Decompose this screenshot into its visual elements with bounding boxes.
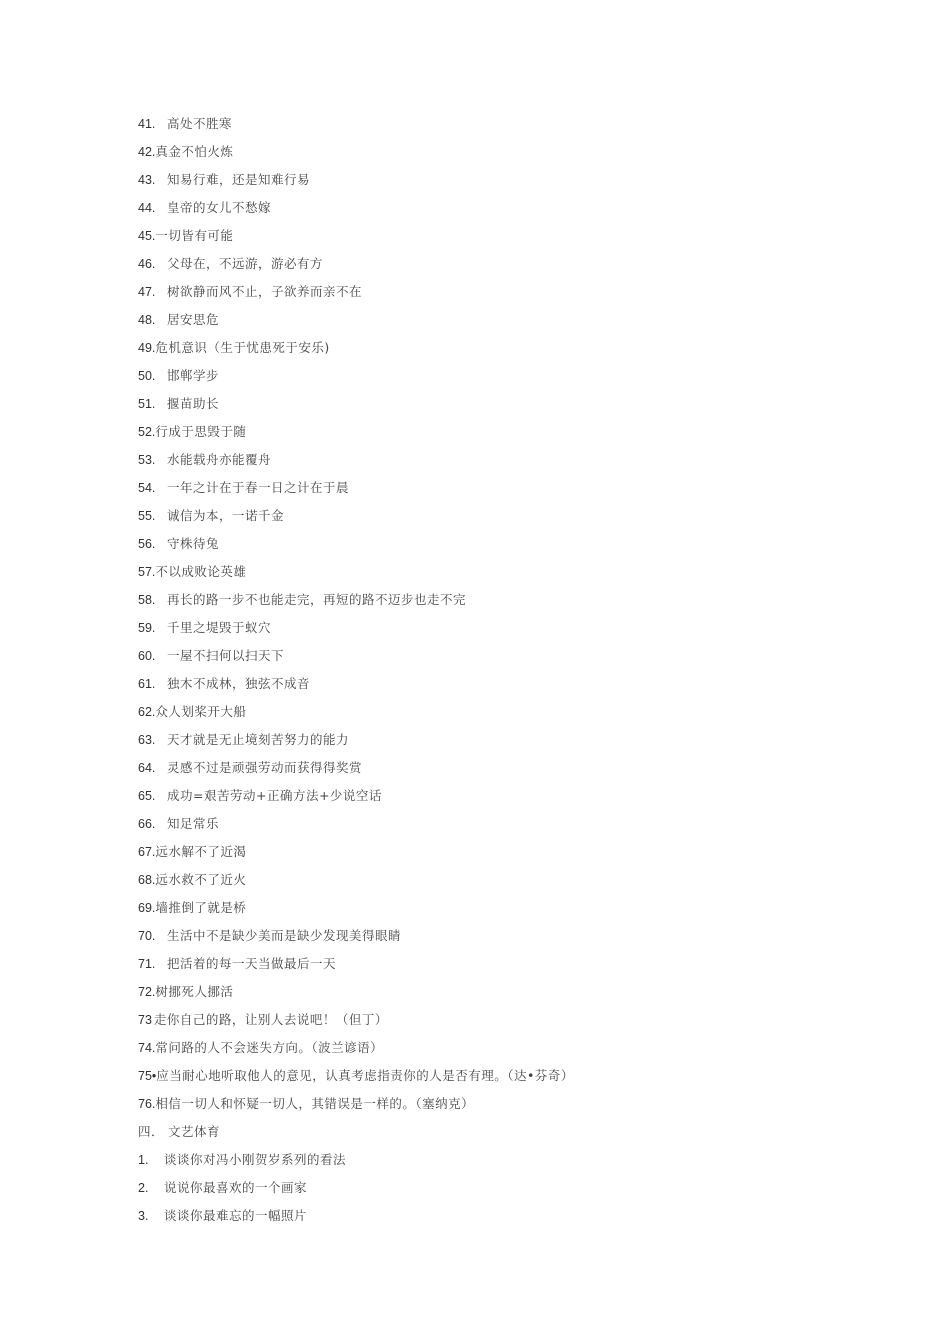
item-text: 父母在，不远游，游必有方 (167, 256, 324, 271)
item-text: 邯郸学步 (167, 368, 220, 383)
item-text: 不以成败论英雄 (155, 564, 247, 579)
item-text: 独木不成林，独弦不成音 (167, 676, 311, 691)
item-text: 知易行难，还是知难行易 (167, 172, 311, 187)
item-text: 行成于思毁于随 (155, 424, 247, 439)
item-text: 走你自己的路，让别人去说吧！（但丁） (153, 1012, 388, 1027)
list-item (138, 1006, 898, 1034)
item-text: 知足常乐 (167, 816, 220, 831)
list-item (138, 1034, 898, 1062)
section-number: 四． (138, 1124, 165, 1139)
item-number: 54. (138, 481, 156, 495)
item-text: 生活中不是缺少美而是缺少发现美得眼睛 (167, 928, 402, 943)
item-text: 危机意识（生于忧患死于安乐) (155, 340, 330, 355)
item-text: 守株待兔 (167, 536, 220, 551)
list-item (138, 978, 898, 1006)
list-item (138, 110, 898, 138)
item-text: 高处不胜寒 (167, 116, 233, 131)
item-text: 天才就是无止境刻苦努力的能力 (167, 732, 350, 747)
list-item (138, 586, 898, 614)
list-item (138, 782, 898, 810)
item-number: 42. (138, 145, 156, 159)
item-number: 73 (138, 1013, 152, 1027)
item-text: 把活着的每一天当做最后一天 (167, 956, 337, 971)
list-item (138, 698, 898, 726)
item-number: 58. (138, 593, 156, 607)
list-item (138, 1090, 898, 1118)
item-number: 47. (138, 285, 156, 299)
item-text: 远水解不了近渴 (155, 844, 247, 859)
list-item (138, 222, 898, 250)
list-item (138, 362, 898, 390)
list-item (138, 922, 898, 950)
item-number: 44. (138, 201, 156, 215)
question-item (138, 1202, 898, 1230)
item-number: 48. (138, 313, 156, 327)
item-text: 揠苗助长 (167, 396, 220, 411)
section-title: 文艺体育 (168, 1124, 221, 1139)
list-item (138, 530, 898, 558)
item-text: 诚信为本，一诺千金 (167, 508, 285, 523)
item-text: 再长的路一步不也能走完，再短的路不迈步也走不完 (167, 592, 467, 607)
list-item (138, 866, 898, 894)
item-text: 灵感不过是顽强劳动而获得得奖赏 (167, 760, 363, 775)
item-number: 68. (138, 873, 156, 887)
question-text: 谈谈你最难忘的一幅照片 (164, 1208, 308, 1223)
item-text: 水能载舟亦能覆舟 (167, 452, 272, 467)
item-number: 53. (138, 453, 156, 467)
item-number: 63. (138, 733, 156, 747)
list-item (138, 446, 898, 474)
item-number: 76. (138, 1097, 156, 1111)
section-heading (138, 1118, 898, 1146)
proverb-list (138, 110, 898, 1230)
list-item (138, 334, 898, 362)
item-text: 一年之计在于春一日之计在于晨 (167, 480, 350, 495)
item-number: 46. (138, 257, 156, 271)
item-text: 树挪死人挪活 (155, 984, 234, 999)
list-item (138, 194, 898, 222)
list-item (138, 558, 898, 586)
item-number: 41. (138, 117, 156, 131)
item-text: 成功=艰苦劳动+正确方法+少说空话 (167, 788, 382, 803)
question-number: 3. (138, 1209, 149, 1223)
item-number: 69. (138, 901, 156, 915)
list-item (138, 418, 898, 446)
list-item (138, 642, 898, 670)
list-item (138, 670, 898, 698)
item-text: 真金不怕火炼 (155, 144, 234, 159)
item-number: 67. (138, 845, 156, 859)
item-number: 65. (138, 789, 156, 803)
list-item (138, 306, 898, 334)
item-text: 远水救不了近火 (155, 872, 247, 887)
item-number: 72. (138, 985, 156, 999)
question-item (138, 1174, 898, 1202)
item-text: 众人划桨开大船 (155, 704, 247, 719)
item-number: 59. (138, 621, 156, 635)
list-item (138, 950, 898, 978)
item-text: 一切皆有可能 (155, 228, 234, 243)
item-number: 57. (138, 565, 156, 579)
list-item (138, 502, 898, 530)
list-item (138, 390, 898, 418)
list-item (138, 754, 898, 782)
item-number: 71. (138, 957, 156, 971)
item-number: 74. (138, 1041, 156, 1055)
item-text: 皇帝的女儿不愁嫁 (167, 200, 272, 215)
list-item (138, 894, 898, 922)
item-number: 60. (138, 649, 156, 663)
list-item (138, 810, 898, 838)
question-number: 1. (138, 1153, 149, 1167)
question-item (138, 1146, 898, 1174)
question-number: 2. (138, 1181, 149, 1195)
list-item (138, 250, 898, 278)
item-text: 一屋不扫何以扫天下 (167, 648, 285, 663)
item-number: 64. (138, 761, 156, 775)
list-item (138, 726, 898, 754)
list-item (138, 166, 898, 194)
item-number: 52. (138, 425, 156, 439)
item-number: 70. (138, 929, 156, 943)
list-item (138, 1062, 898, 1090)
item-number: 43. (138, 173, 156, 187)
list-item (138, 278, 898, 306)
item-number: 61. (138, 677, 156, 691)
item-text: 应当耐心地听取他人的意见，认真考虑指责你的人是否有理。（达•芬奇） (156, 1068, 574, 1083)
item-text: 相信一切人和怀疑一切人，其错误是一样的。（塞纳克） (155, 1096, 475, 1111)
item-number: 56. (138, 537, 156, 551)
item-text: 千里之堤毁于蚁穴 (167, 620, 272, 635)
item-text: 居安思危 (167, 312, 220, 327)
list-item (138, 138, 898, 166)
item-number: 51. (138, 397, 156, 411)
item-text: 常问路的人不会迷失方向。（波兰谚语） (155, 1040, 384, 1055)
item-number: 62. (138, 705, 156, 719)
item-number: 55. (138, 509, 156, 523)
list-item (138, 838, 898, 866)
list-item (138, 614, 898, 642)
item-number: 66. (138, 817, 156, 831)
item-text: 墙推倒了就是桥 (155, 900, 247, 915)
item-number: 49. (138, 341, 156, 355)
item-text: 树欲静而风不止，子欲养而亲不在 (167, 284, 363, 299)
item-number: 45. (138, 229, 156, 243)
question-text: 说说你最喜欢的一个画家 (164, 1180, 308, 1195)
list-item (138, 474, 898, 502)
item-number: 50. (138, 369, 156, 383)
question-text: 谈谈你对冯小刚贺岁系列的看法 (164, 1152, 347, 1167)
item-number: 75• (138, 1069, 157, 1083)
